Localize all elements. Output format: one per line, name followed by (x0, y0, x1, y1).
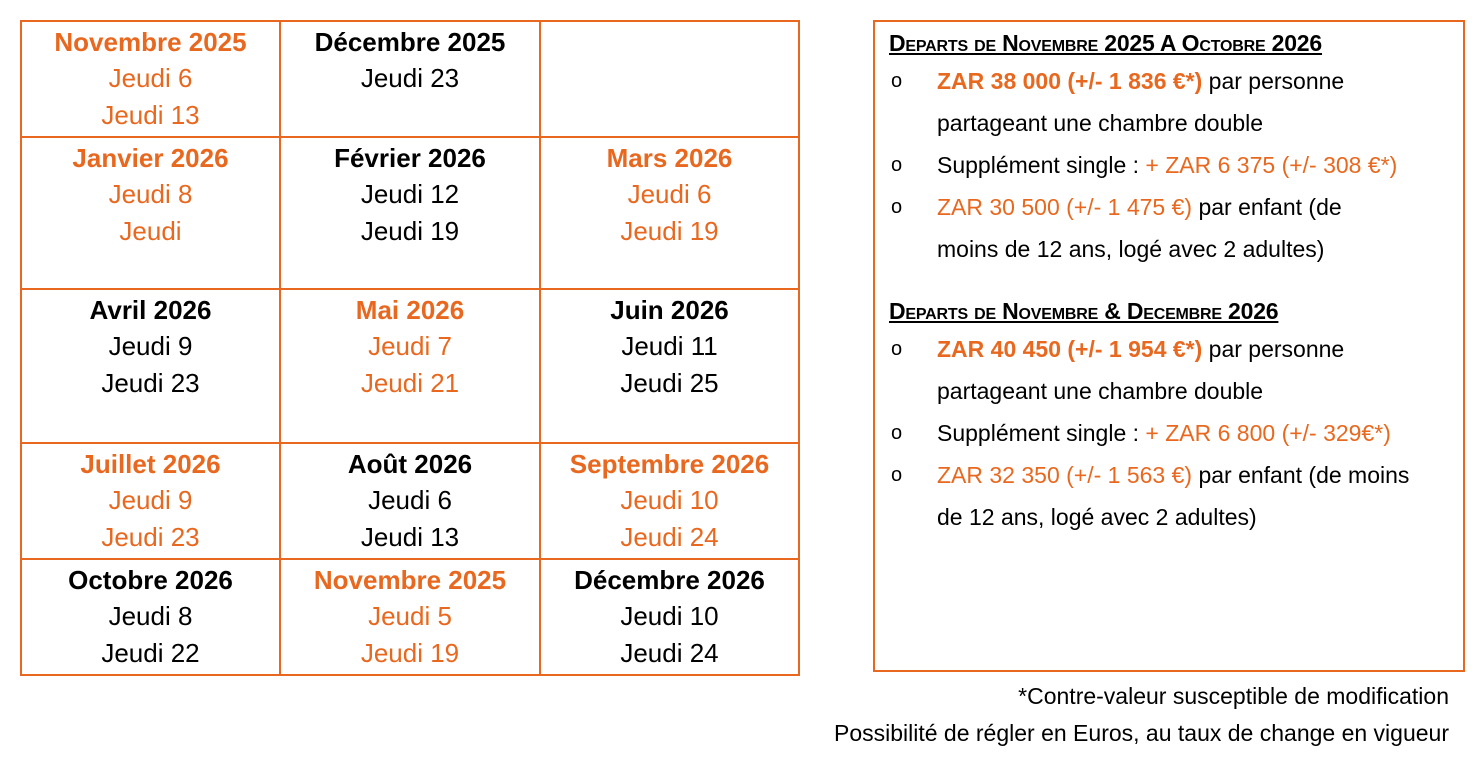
bullet-icon: o (891, 154, 903, 176)
month-label: Décembre 2025 (314, 27, 506, 57)
day-label: Jeudi 5 (368, 601, 452, 631)
section-title: Departs de Novembre & Decembre 2026 (889, 298, 1279, 324)
price-text: Supplément single : (937, 152, 1146, 178)
month-label: Novembre 2025 (54, 27, 247, 57)
calendar-cell-empty (540, 21, 799, 137)
day-label: Jeudi 19 (620, 216, 719, 246)
price-item (889, 186, 1463, 228)
price-item (889, 454, 1463, 496)
footnote-euro-payment: Possibilité de régler en Euros, au taux de change en vigueur (833, 720, 1449, 746)
month-label: Avril 2026 (89, 295, 212, 325)
price-text: Supplément single : (937, 420, 1146, 446)
calendar-row (21, 137, 799, 289)
month-label: Mars 2026 (606, 143, 733, 173)
day-label: Jeudi 21 (360, 368, 460, 398)
price-highlight: ZAR 32 350 (+/- 1 563 €) (937, 462, 1193, 488)
day-label: Jeudi 22 (101, 638, 200, 668)
calendar-cell (540, 443, 799, 559)
month-label: Septembre 2026 (569, 449, 770, 479)
month-label: Mai 2026 (355, 295, 465, 325)
month-label: Juin 2026 (610, 295, 729, 325)
month-label: Juillet 2026 (80, 449, 221, 479)
day-label: Jeudi 8 (108, 601, 193, 631)
day-label: Jeudi 19 (360, 216, 460, 246)
day-label: Jeudi 25 (620, 368, 719, 398)
month-label: Novembre 2025 (313, 565, 507, 595)
price-text: par enfant (de (1192, 194, 1342, 220)
day-label: Jeudi 11 (621, 331, 718, 361)
calendar-cell (21, 443, 280, 559)
calendar-row (21, 559, 799, 675)
price-item (889, 60, 1463, 102)
price-list (889, 60, 1463, 270)
calendar-cell (540, 137, 799, 289)
calendar-cell (21, 137, 280, 289)
price-text: par enfant (de moins (1192, 462, 1410, 488)
bullet-icon: o (891, 70, 903, 92)
departure-calendar (20, 20, 800, 676)
price-item-continuation (889, 102, 1463, 144)
day-label: Jeudi 7 (368, 331, 452, 361)
calendar-row (21, 289, 799, 443)
price-item (889, 328, 1463, 370)
section-title: Departs de Novembre 2025 A Octobre 2026 (889, 30, 1322, 56)
month-label: Décembre 2026 (574, 565, 765, 595)
calendar-cell (280, 21, 540, 137)
day-label: Jeudi 9 (108, 331, 193, 361)
calendar-row (21, 21, 799, 137)
day-label: Jeudi 6 (627, 179, 712, 209)
day-label: Jeudi 6 (108, 63, 193, 93)
day-label: Jeudi 24 (620, 638, 719, 668)
pricing-box (873, 20, 1465, 672)
day-label: Jeudi 23 (101, 368, 200, 398)
day-label: Jeudi 8 (108, 179, 193, 209)
price-text: partageant une chambre double (937, 378, 1264, 404)
month-label: Août 2026 (347, 449, 473, 479)
price-highlight: + ZAR 6 375 (+/- 308 €*) (1145, 152, 1398, 178)
price-text: de 12 ans, logé avec 2 adultes) (937, 504, 1257, 530)
calendar-cell (280, 443, 540, 559)
day-label: Jeudi 10 (620, 485, 719, 515)
day-label: Jeudi (119, 216, 182, 246)
month-label: Octobre 2026 (68, 565, 233, 595)
day-label: Jeudi 9 (108, 485, 193, 515)
day-label: Jeudi 13 (360, 522, 460, 552)
price-text: partageant une chambre double (937, 110, 1264, 136)
bullet-icon: o (891, 338, 903, 360)
bullet-icon: o (891, 196, 903, 218)
price-list (889, 328, 1463, 538)
price-highlight: ZAR 40 450 (+/- 1 954 €*) (937, 336, 1203, 362)
footnotes (834, 678, 1449, 752)
bullet-icon: o (891, 422, 903, 444)
day-label: Jeudi 23 (360, 63, 460, 93)
calendar-cell (280, 559, 540, 675)
price-text: moins de 12 ans, logé avec 2 adultes) (937, 236, 1325, 262)
day-label: Jeudi 12 (360, 179, 460, 209)
day-label: Jeudi 13 (101, 100, 200, 130)
day-label: Jeudi 24 (620, 522, 719, 552)
calendar-cell (21, 289, 280, 443)
price-item-continuation (889, 228, 1463, 270)
price-text: par personne (1202, 336, 1345, 362)
calendar-cell (540, 559, 799, 675)
price-item (889, 144, 1463, 186)
price-text: par personne (1202, 68, 1345, 94)
calendar-row (21, 443, 799, 559)
month-label: Février 2026 (334, 143, 486, 173)
price-item-continuation (889, 370, 1463, 412)
price-item (889, 412, 1463, 454)
calendar-cell (21, 21, 280, 137)
bullet-icon: o (891, 464, 903, 486)
calendar-cell (280, 137, 540, 289)
calendar-cell (280, 289, 540, 443)
price-highlight: ZAR 30 500 (+/- 1 475 €) (937, 194, 1193, 220)
day-label: Jeudi 23 (101, 522, 200, 552)
day-label: Jeudi 10 (620, 601, 719, 631)
footnote-exchange-note: *Contre-valeur susceptible de modification (1018, 683, 1449, 709)
calendar-cell (540, 289, 799, 443)
month-label: Janvier 2026 (72, 143, 229, 173)
price-highlight: + ZAR 6 800 (+/- 329€*) (1145, 420, 1391, 446)
day-label: Jeudi 19 (360, 638, 460, 668)
day-label: Jeudi 6 (368, 485, 452, 515)
calendar-cell (21, 559, 280, 675)
price-item-continuation (889, 496, 1463, 538)
price-highlight: ZAR 38 000 (+/- 1 836 €*) (937, 68, 1203, 94)
